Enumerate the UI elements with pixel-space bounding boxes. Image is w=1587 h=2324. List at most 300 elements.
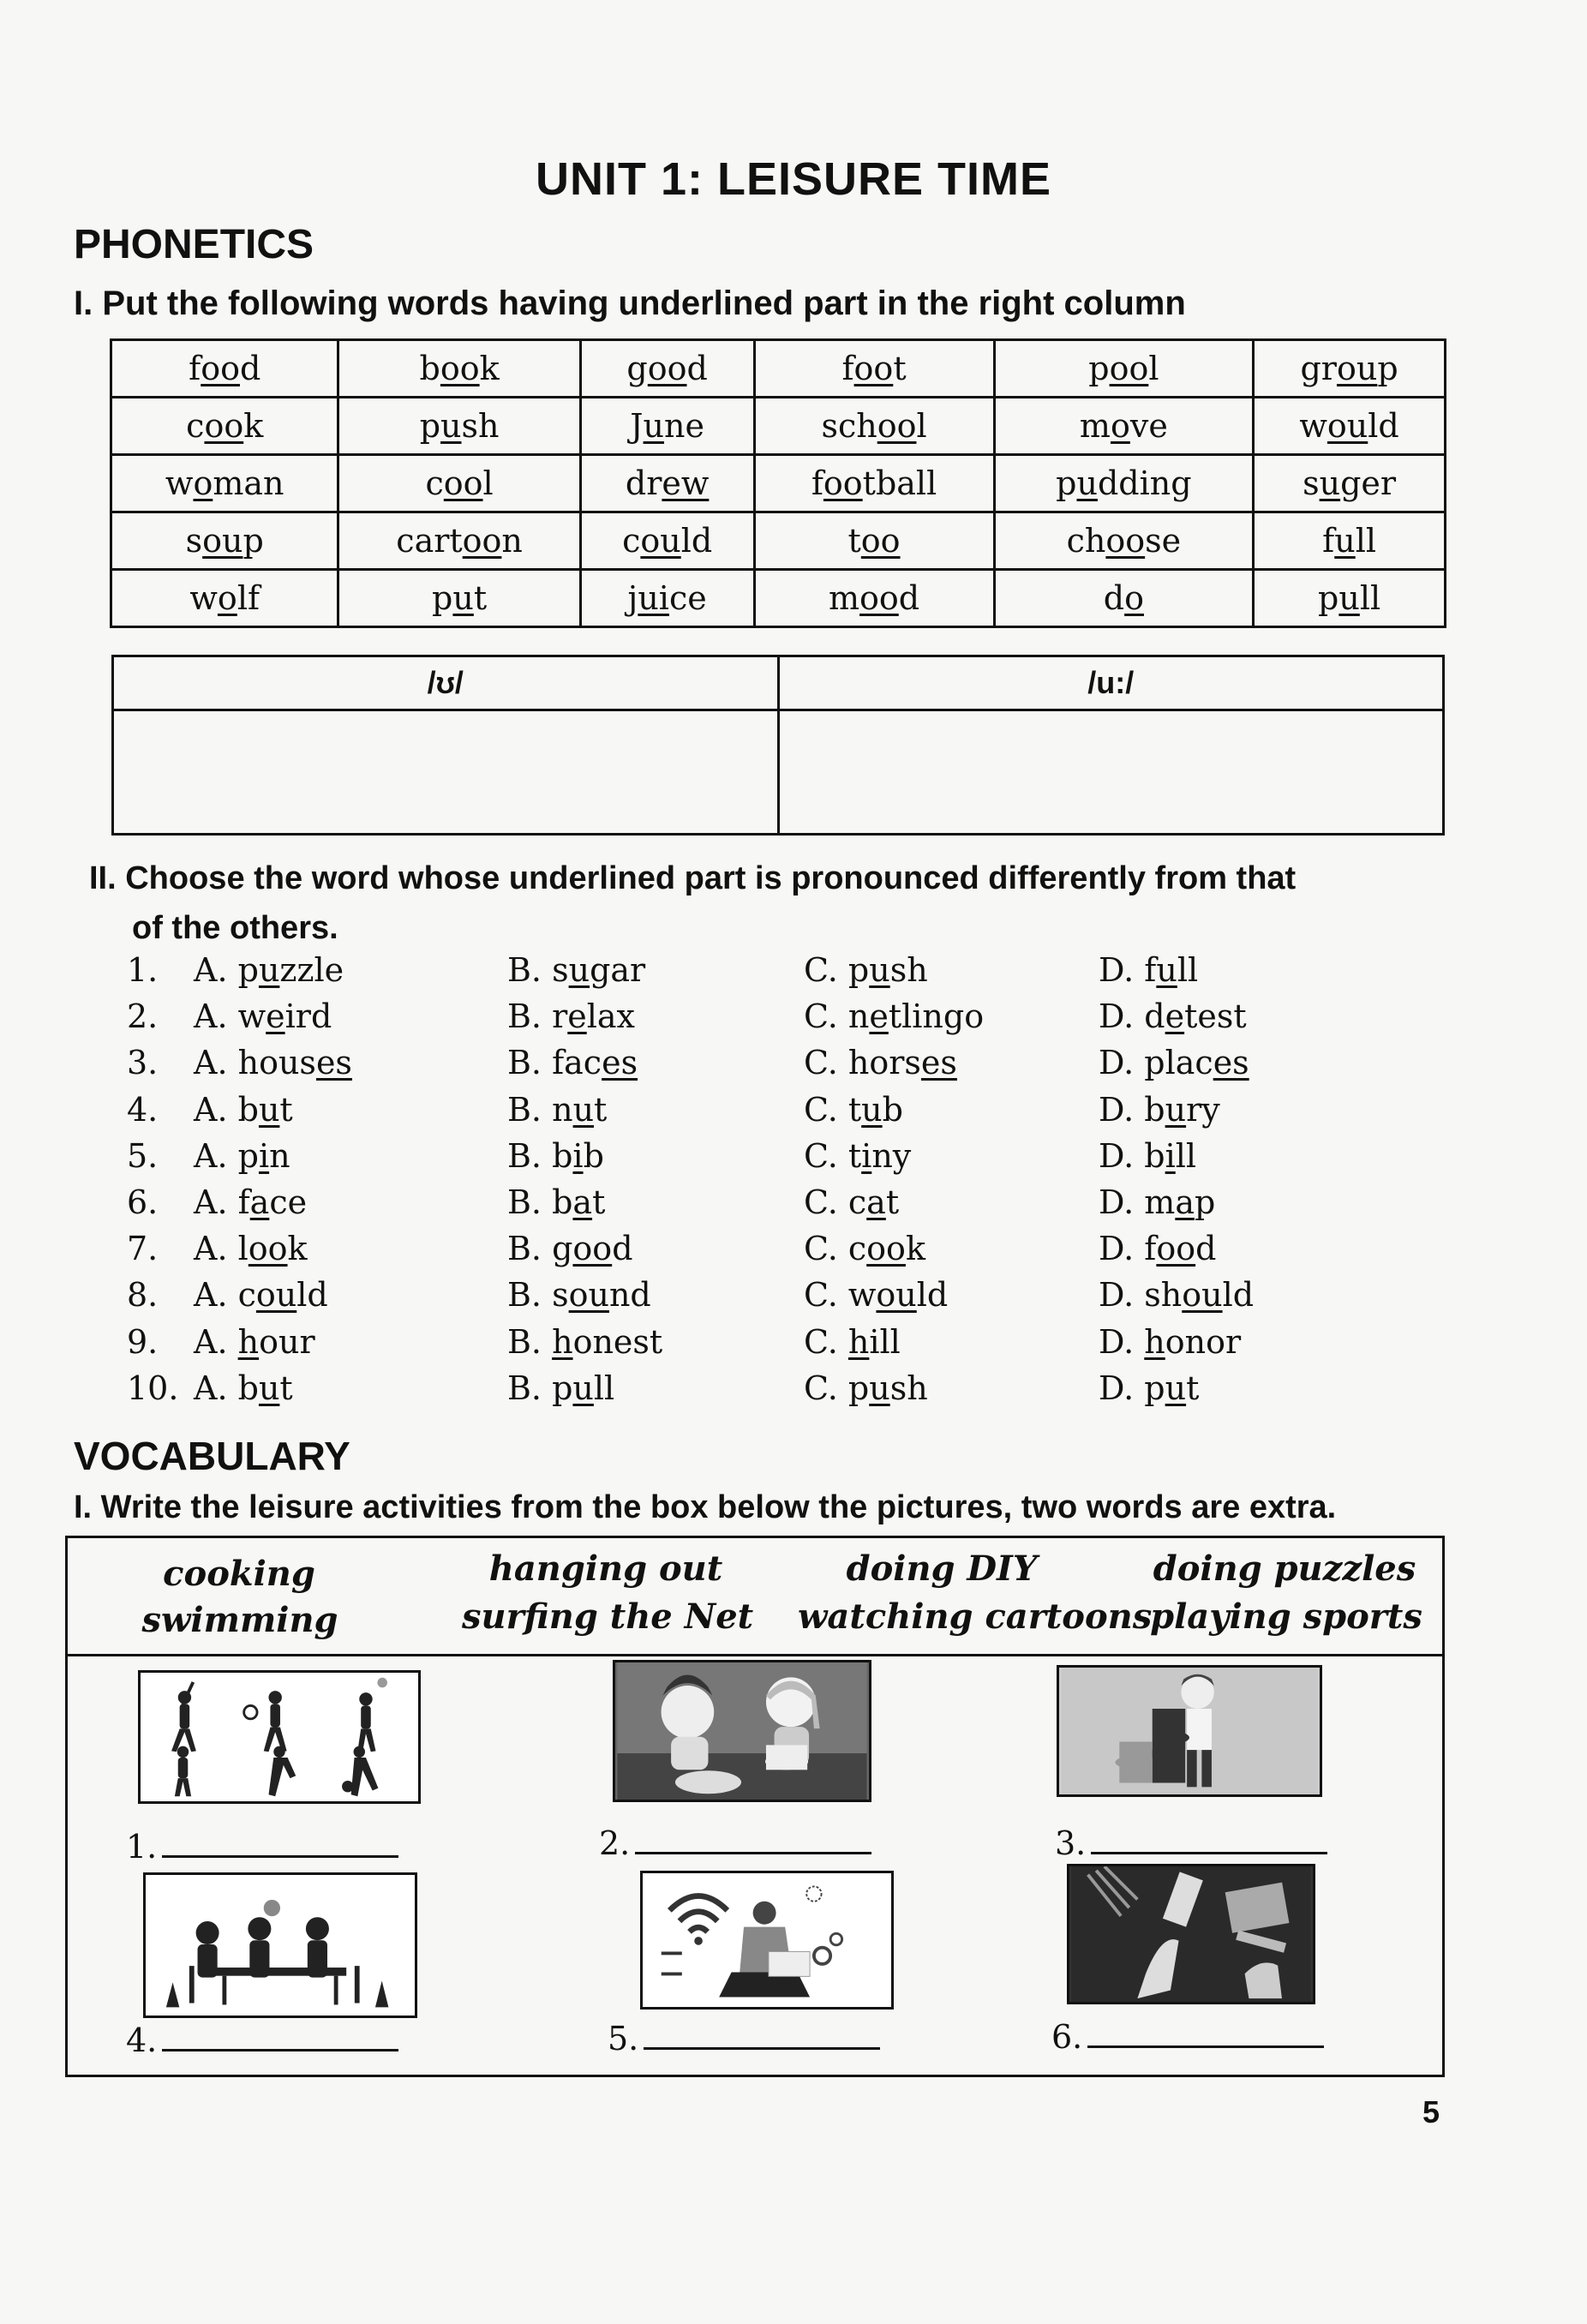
question-row	[127, 1137, 1412, 1183]
question-number: 1.	[127, 951, 159, 989]
answer-option-d[interactable]	[1099, 1230, 1216, 1267]
task1-heading: I. Put the following words having underlined part in the right column	[74, 285, 1186, 322]
diy-crafts-icon	[1069, 1866, 1313, 2002]
word-cell	[338, 340, 580, 398]
answer-option-c[interactable]	[804, 997, 984, 1035]
word-part: d	[898, 579, 920, 617]
word-part: sh	[889, 951, 928, 989]
diy-crafts-picture	[1067, 1864, 1315, 2004]
word-part: tlingo	[888, 997, 985, 1036]
answer-option-d[interactable]	[1099, 997, 1247, 1035]
picture-number: 2.	[599, 1824, 631, 1862]
word-part: C.	[804, 1322, 848, 1361]
answer-blank[interactable]	[644, 2022, 880, 2050]
answer-option-a[interactable]	[194, 1137, 290, 1175]
friends-at-table-icon	[146, 1875, 415, 2016]
word-part: p	[419, 407, 441, 445]
word-part: k	[287, 1230, 308, 1268]
question-number: 3.	[127, 1044, 159, 1082]
word-cell	[754, 455, 994, 512]
underlined-part: oo	[866, 1230, 906, 1268]
word-cell	[338, 455, 580, 512]
word-cell	[111, 398, 338, 455]
word-part: p	[1056, 464, 1077, 502]
word-part: p	[1318, 579, 1339, 617]
word-part: ll	[1355, 522, 1377, 560]
underlined-part: o	[193, 464, 213, 502]
word-part: k	[243, 407, 264, 445]
word-part: lf	[237, 579, 261, 617]
word-cell	[754, 398, 994, 455]
underlined-part: es	[1213, 1044, 1249, 1082]
word-part: D. p	[1099, 1369, 1165, 1407]
word-part: D. plac	[1099, 1044, 1213, 1082]
underlined-part: a	[1175, 1183, 1195, 1221]
underlined-part: oo	[201, 350, 240, 387]
word-cell	[338, 512, 580, 570]
question-number: 8.	[127, 1276, 159, 1315]
sports-silhouettes-icon	[141, 1673, 418, 1801]
word-part: w	[189, 579, 218, 617]
underlined-part: i	[572, 1136, 584, 1175]
word-part: D. m	[1099, 1183, 1176, 1221]
word-part: k	[905, 1230, 925, 1268]
answer-option-b[interactable]	[507, 1230, 633, 1267]
word-cell	[754, 570, 994, 627]
word-part: A. f	[194, 1183, 250, 1221]
answer-blank[interactable]	[1087, 2020, 1324, 2048]
task2-heading	[89, 854, 1460, 953]
underlined-part: u	[452, 579, 474, 617]
word-part: ll	[1359, 579, 1381, 617]
underlined-part: oo	[1109, 350, 1149, 387]
word-part: ll	[593, 1369, 615, 1407]
underlined-part: oo	[859, 579, 899, 617]
word-bank-item: cooking	[163, 1554, 315, 1594]
word-part: ll	[1175, 1136, 1197, 1175]
picture-5-answer	[608, 2020, 880, 2057]
underlined-part: oo	[440, 350, 480, 387]
answer-option-c[interactable]	[804, 1369, 928, 1407]
answer-option-c[interactable]	[804, 1091, 903, 1129]
word-part: p	[243, 522, 264, 560]
answer-option-d[interactable]	[1099, 1091, 1220, 1129]
word-part: tball	[862, 464, 937, 502]
word-part: ld	[916, 1276, 949, 1315]
word-part: ld	[296, 1276, 328, 1315]
underlined-part: u	[869, 1369, 890, 1407]
word-part: w	[165, 464, 194, 502]
word-part: B. s	[507, 1276, 569, 1315]
answer-option-c[interactable]	[804, 1230, 925, 1267]
picture-1-answer	[126, 1828, 398, 1866]
word-cell	[580, 340, 754, 398]
word-part: d	[1195, 1230, 1217, 1268]
word-part: C. p	[804, 1369, 870, 1407]
word-part: onest	[572, 1322, 663, 1361]
question-row	[127, 1044, 1412, 1090]
word-part: d	[686, 350, 708, 387]
word-part: b	[419, 350, 440, 387]
answer-blank[interactable]	[162, 2023, 398, 2051]
vocabulary-task-heading: I. Write the leisure activities from the box below the pictures, two words are extra.	[74, 1489, 1337, 1525]
question-number: 10.	[127, 1369, 179, 1407]
underlined-part: oo	[1105, 522, 1146, 560]
underlined-part: u	[572, 1369, 594, 1407]
word-part: ne	[664, 407, 704, 445]
answer-option-d[interactable]	[1099, 1369, 1199, 1407]
word-cell	[994, 398, 1254, 455]
picture-number: 6.	[1051, 2018, 1083, 2056]
underlined-part: ou	[1182, 1276, 1223, 1315]
word-part: se	[1145, 522, 1182, 560]
word-cell	[994, 455, 1254, 512]
answer-option-b[interactable]	[507, 997, 635, 1035]
word-part: c	[622, 522, 641, 560]
word-bank-item: watching cartoons	[798, 1596, 1153, 1637]
word-part: zzle	[279, 951, 344, 989]
answer-option-c[interactable]	[804, 1183, 899, 1221]
word-part: C. t	[804, 1090, 862, 1129]
word-part: lax	[586, 997, 635, 1036]
underlined-part: h	[1144, 1322, 1165, 1361]
sound-column-answer-short-u[interactable]	[113, 710, 779, 835]
vocabulary-heading: VOCABULARY	[74, 1434, 350, 1478]
word-cell	[111, 570, 338, 627]
word-part: B. s	[507, 951, 569, 989]
answer-option-a[interactable]	[194, 1044, 352, 1081]
answer-option-d[interactable]	[1099, 1183, 1215, 1221]
underlined-part: u	[861, 1090, 883, 1129]
answer-option-b[interactable]	[507, 1137, 604, 1175]
question-row	[127, 1276, 1412, 1322]
word-part: f	[841, 350, 854, 387]
word-part: A. p	[194, 951, 259, 989]
word-cell	[338, 570, 580, 627]
boy-with-puzzle-icon	[1059, 1668, 1320, 1794]
person-with-laptop-wifi-icon	[643, 1873, 891, 2007]
word-part: gr	[1300, 350, 1337, 387]
underlined-part: oo	[204, 407, 244, 445]
answer-option-b[interactable]	[507, 951, 645, 989]
word-part: p	[1194, 1183, 1216, 1221]
task2-heading-line1: II. Choose the word whose underlined part is pronounced differently from that	[89, 860, 1297, 896]
question-number: 4.	[127, 1090, 159, 1129]
word-bank-item: swimming	[141, 1600, 338, 1640]
word-part: D. b	[1099, 1090, 1165, 1129]
answer-option-c[interactable]	[804, 1044, 957, 1081]
word-part: t	[893, 350, 907, 387]
word-part: our	[259, 1322, 315, 1361]
underlined-part: e	[567, 997, 587, 1036]
word-cell	[580, 512, 754, 570]
underlined-part: ou	[255, 1276, 297, 1315]
word-part: s	[1303, 464, 1320, 502]
kids-cooking-picture	[613, 1660, 871, 1802]
word-part: p	[1088, 350, 1110, 387]
underlined-part: oo	[248, 1230, 288, 1268]
question-row	[127, 1230, 1412, 1276]
answer-option-c[interactable]	[804, 1276, 948, 1314]
answer-blank[interactable]	[635, 1826, 871, 1854]
answer-option-b[interactable]	[507, 1183, 605, 1221]
underlined-part: e	[869, 997, 889, 1036]
word-part: B. b	[507, 1183, 573, 1221]
underlined-part: oo	[1156, 1230, 1196, 1268]
word-part: C. w	[804, 1276, 877, 1315]
word-cell	[1254, 570, 1446, 627]
answer-option-d[interactable]	[1099, 1276, 1254, 1314]
answer-option-d[interactable]	[1099, 1137, 1196, 1175]
underlined-part: es	[602, 1044, 638, 1082]
question-number: 6.	[127, 1183, 159, 1221]
underlined-part: oo	[443, 464, 483, 502]
word-part: t	[592, 1183, 606, 1221]
answer-option-b[interactable]	[507, 1323, 662, 1361]
sound-column-header-long-u: /u:/	[778, 656, 1444, 710]
underlined-part: o	[217, 579, 237, 617]
answer-option-d[interactable]	[1099, 951, 1198, 989]
underlined-part: u	[869, 951, 890, 989]
word-part: ce	[269, 1183, 308, 1221]
word-part: d	[239, 350, 261, 387]
word-part: B. b	[507, 1136, 573, 1175]
word-cell	[338, 398, 580, 455]
word-part: A. w	[194, 997, 266, 1036]
underlined-part: e	[1165, 997, 1185, 1036]
underlined-part: ew	[662, 464, 710, 502]
underlined-part: a	[249, 1183, 270, 1221]
word-part: t	[1186, 1369, 1200, 1407]
word-part: D. b	[1099, 1136, 1165, 1175]
word-part: l	[916, 407, 927, 445]
word-cell	[994, 512, 1254, 570]
word-part: l	[1148, 350, 1159, 387]
word-part: B. r	[507, 997, 568, 1036]
question-row	[127, 1323, 1412, 1369]
word-cell	[1254, 455, 1446, 512]
word-part: ld	[1368, 407, 1399, 445]
word-cell	[580, 398, 754, 455]
underlined-part: u	[572, 1090, 595, 1129]
word-part: J	[630, 407, 644, 445]
picture-4-answer	[126, 2022, 398, 2059]
word-part: sh	[461, 407, 500, 445]
word-cell	[1254, 512, 1446, 570]
underlined-part: e	[266, 997, 285, 1036]
word-part: t	[473, 579, 488, 617]
question-number: 5.	[127, 1136, 159, 1175]
answer-option-b[interactable]	[507, 1044, 638, 1081]
word-part: k	[479, 350, 500, 387]
underlined-part: u	[258, 1090, 280, 1129]
word-part: ger	[1340, 464, 1397, 502]
word-part: A. p	[194, 1136, 259, 1175]
answer-option-a[interactable]	[194, 1230, 308, 1267]
underlined-part: es	[920, 1044, 957, 1082]
word-part: m	[828, 579, 860, 617]
word-part: C. c	[804, 1230, 867, 1268]
word-part: man	[213, 464, 284, 502]
word-part: j	[627, 579, 638, 617]
word-bank	[68, 1538, 1442, 1656]
vocabulary-box	[65, 1536, 1445, 2077]
sound-column-answer-long-u[interactable]	[778, 710, 1444, 835]
word-part: c	[425, 464, 444, 502]
underlined-part: u	[1076, 464, 1098, 502]
word-part: D.	[1099, 1322, 1145, 1361]
word-bank-item: surfing the Net	[462, 1596, 754, 1637]
word-table	[110, 338, 1446, 628]
answer-option-c[interactable]	[804, 1137, 911, 1175]
word-cell	[994, 570, 1254, 627]
word-bank-item: playing sports	[1150, 1596, 1422, 1637]
kids-cooking-icon	[615, 1662, 869, 1800]
question-row	[127, 1091, 1412, 1137]
word-part: test	[1184, 997, 1247, 1036]
word-part: ll	[1177, 951, 1199, 989]
picture-3-answer	[1055, 1824, 1327, 1862]
word-part: C. hors	[804, 1044, 921, 1082]
word-part: nd	[608, 1276, 651, 1315]
word-part: n	[269, 1136, 290, 1175]
word-part: t	[279, 1090, 293, 1129]
word-cell	[1254, 340, 1446, 398]
underlined-part: ou	[202, 522, 243, 560]
word-part: t	[885, 1183, 900, 1221]
answer-blank[interactable]	[1091, 1826, 1327, 1854]
underlined-part: ou	[1326, 407, 1368, 445]
answer-option-b[interactable]	[507, 1369, 614, 1407]
underlined-part: u	[1319, 464, 1341, 502]
word-part: D. sh	[1099, 1276, 1183, 1315]
word-part: C. t	[804, 1136, 862, 1175]
word-part: onor	[1165, 1322, 1242, 1361]
sound-sort-table	[111, 655, 1445, 836]
underlined-part: u	[440, 407, 462, 445]
answer-option-a[interactable]	[194, 951, 344, 989]
picture-6-answer	[1051, 2018, 1324, 2056]
word-part: C. c	[804, 1183, 867, 1221]
question-row	[127, 951, 1412, 997]
word-part: l	[482, 464, 494, 502]
answer-option-a[interactable]	[194, 997, 332, 1035]
word-part: A. c	[194, 1276, 256, 1315]
underlined-part: h	[847, 1322, 870, 1361]
underlined-part: u	[258, 1369, 280, 1407]
answer-option-d[interactable]	[1099, 1044, 1249, 1081]
underlined-part: es	[315, 1044, 352, 1082]
answer-option-d[interactable]	[1099, 1323, 1241, 1361]
sound-column-header-short-u: /ʊ/	[113, 656, 779, 710]
underlined-part: ou	[568, 1276, 609, 1315]
word-cell	[1254, 398, 1446, 455]
answer-option-b[interactable]	[507, 1276, 651, 1314]
underlined-part: oo	[823, 464, 863, 502]
word-part: t	[594, 1090, 608, 1129]
underlined-part: o	[1124, 579, 1144, 617]
picture-2-answer	[599, 1824, 871, 1862]
question-number: 7.	[127, 1230, 159, 1268]
word-part: m	[1079, 407, 1111, 445]
friends-at-table-picture	[143, 1872, 417, 2018]
word-bank-item: hanging out	[488, 1548, 723, 1589]
word-part: ill	[869, 1322, 901, 1361]
underlined-part: u	[1338, 579, 1360, 617]
word-part: B. p	[507, 1369, 573, 1407]
underlined-part: i	[861, 1136, 872, 1175]
word-part: A. b	[194, 1090, 259, 1129]
underlined-part: i	[1165, 1136, 1176, 1175]
word-part: dr	[625, 464, 662, 502]
word-cell	[111, 512, 338, 570]
underlined-part: oo	[860, 522, 901, 560]
answer-option-a[interactable]	[194, 1183, 307, 1221]
word-part: ve	[1129, 407, 1168, 445]
word-part: t	[279, 1369, 293, 1407]
word-cell	[111, 455, 338, 512]
word-table-row	[111, 570, 1446, 627]
answer-option-a[interactable]	[194, 1091, 293, 1129]
answer-option-a[interactable]	[194, 1276, 328, 1314]
word-bank-item: doing puzzles	[1153, 1548, 1416, 1589]
picture-number: 1.	[126, 1828, 158, 1866]
answer-option-a[interactable]	[194, 1323, 315, 1361]
word-part: f	[1322, 522, 1335, 560]
underlined-part: u	[258, 951, 280, 989]
word-cell	[754, 340, 994, 398]
word-part: ch	[1066, 522, 1106, 560]
picture-number: 3.	[1055, 1824, 1087, 1862]
answer-option-b[interactable]	[507, 1091, 607, 1129]
underlined-part: o	[1110, 407, 1130, 445]
person-with-laptop-wifi-picture	[640, 1871, 894, 2010]
word-part: C. n	[804, 997, 870, 1036]
question-number: 9.	[127, 1322, 159, 1361]
word-part: dding	[1097, 464, 1192, 502]
picture-number: 4.	[126, 2022, 158, 2059]
word-part: g	[626, 350, 648, 387]
answer-blank[interactable]	[162, 1830, 398, 1858]
word-part: gar	[590, 951, 646, 989]
word-cell	[580, 570, 754, 627]
question-row	[127, 1369, 1412, 1416]
word-table-row	[111, 398, 1446, 455]
answer-option-c[interactable]	[804, 1323, 901, 1361]
word-part: t	[847, 522, 861, 560]
word-part: d	[1103, 579, 1125, 617]
word-part: B. fac	[507, 1044, 602, 1082]
pronunciation-question-list	[127, 951, 1412, 1416]
word-part: ird	[284, 997, 332, 1036]
word-part: b	[882, 1090, 903, 1129]
underlined-part: oo	[647, 350, 687, 387]
word-part: c	[186, 407, 205, 445]
word-cell	[580, 455, 754, 512]
word-part: p	[432, 579, 453, 617]
answer-option-c[interactable]	[804, 951, 928, 989]
task2-heading-line2: of the others.	[132, 910, 338, 946]
word-part: A. hous	[194, 1044, 316, 1082]
word-part: n	[501, 522, 523, 560]
word-part: A. b	[194, 1369, 259, 1407]
underlined-part: ou	[876, 1276, 917, 1315]
boy-with-puzzle-picture	[1057, 1665, 1322, 1797]
underlined-part: u	[1165, 1369, 1187, 1407]
picture-number: 5.	[608, 2020, 639, 2057]
answer-option-a[interactable]	[194, 1369, 293, 1407]
underlined-part: a	[572, 1183, 593, 1221]
